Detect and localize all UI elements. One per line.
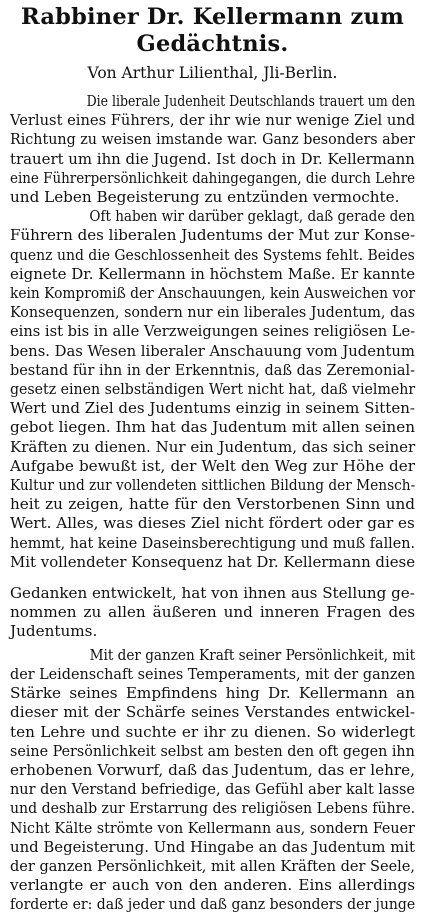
article-title [10, 4, 415, 58]
text-line: nur den Verstand befriedige, das Gefühl aber kalt lasse [10, 780, 415, 799]
text-line: erhobenen Vorwurf, daß das Judentum, das er lehre, [10, 760, 415, 779]
text-line: Kräften zu dienen. Nur ein Judentum, das sich seiner [10, 437, 416, 456]
text-line: Kultur und zur vollendeten sittlichen Bildung der Mensch- [10, 476, 416, 495]
text-line: der ganzen Persönlichkeit, mit allen Kräften der Seele, [10, 856, 416, 875]
text-line: gebot liegen. Ihm hat das Judentum mit allen seinen [10, 418, 415, 437]
text-line: bestand für ihn in der Erkenntnis, daß das Zeremonial- [10, 360, 416, 379]
text-line: verlangte er auch von den anderen. Eins allerdings [10, 876, 415, 895]
text-line: Richtung zu weisen imstande war. Ganz besonders aber [10, 130, 416, 149]
text-line: der Leidenschaft seines Temperaments, mit der ganzen [10, 664, 416, 683]
text-line: und Leben Begeisterung zu entzünden vermochte. [10, 188, 400, 207]
text-line: Führern des liberalen Judentums der Mut zur Konse- [10, 226, 416, 245]
text-line: Die liberale Judenheit Deutschlands trauert um den [86, 92, 416, 110]
text-line: Nicht Kälte strömte von Kellermann aus, sondern Feuer [10, 818, 415, 837]
text-line: quenz und die Geschlossenheit des Systems fehlt. Beides [10, 245, 415, 264]
text-line: trauert um ihn die Jugend. Ist doch in Dr. Kellermann [10, 149, 415, 168]
text-line: eignete Dr. Kellermann in höchstem Maße. Er kannte [10, 264, 416, 283]
text-line: nommen zu allen äußeren und inneren Fragen des [10, 603, 415, 622]
title-line: Rabbiner Dr. Kellermann zum [20, 4, 405, 30]
text-line: kein Kompromiß der Anschauungen, kein Ausweichen vor [10, 284, 416, 303]
text-line: Stärke seines Empfindens hing Dr. Kellermann an [10, 684, 415, 703]
text-line: hemmt, hat keine Daseinsberechtigung und muß fallen. [10, 533, 416, 552]
text-line: Oft haben wir darüber geklagt, daß gerade den [89, 207, 415, 226]
text-line: und deshalb zur Erstarrung des religiösen Lebens führe. [10, 799, 416, 818]
text-line: Wert. Alles, was dieses Ziel nicht fördert oder gar es [10, 514, 415, 533]
text-line: seine Persönlichkeit selbst am besten den oft gegen ihn [10, 741, 415, 760]
text-line: Mit der ganzen Kraft seiner Persönlichkeit, mit [89, 645, 416, 664]
text-line: Verlust eines Führers, der ihr wie nur wenige Ziel und [10, 111, 416, 130]
text-line: Wert und Ziel des Judentums einzig in seinem Sitten- [10, 399, 415, 418]
text-line: gesetz einen selbständigen Wert nicht hat, daß vielmehr [10, 380, 416, 399]
article-body [10, 92, 415, 915]
text-line: Mit vollendeter Konsequenz hat Dr. Kellermann diese [10, 552, 416, 571]
title-line: Gedächtnis. [136, 31, 289, 57]
text-line: heit zu zeigen, hatte für den Verstorbenen Sinn und [10, 495, 415, 514]
text-line: eine Führerpersönlichkeit dahingegangen, die durch Lehre [10, 168, 416, 187]
text-line: Konsequenzen, sondern nur ein liberales Judentum, das [10, 303, 415, 322]
text-line: Judentums. [10, 622, 98, 641]
text-line: Aufgabe bewußt ist, der Welt den Weg zur Höhe der [10, 456, 415, 475]
text-line: Gedanken entwickelt, hat von ihnen aus Stellung ge- [10, 584, 415, 603]
text-line: bens. Das Wesen liberaler Anschauung vom Judentum [10, 341, 415, 360]
text-line: eins ist bis in alle Verzweigungen seines religiösen Le- [10, 322, 416, 341]
text-line: forderte er: daß jeder und daß ganz besonders der junge [10, 895, 416, 914]
text-line: und Begeisterung. Und Hingabe an das Judentum mit [10, 837, 416, 856]
text-line: ten Lehre und suchte er ihr zu dienen. So widerlegt [10, 722, 415, 741]
text-line: dieser mit der Schärfe seines Verstandes entwickel- [10, 703, 415, 722]
article-byline: Von Arthur Lilienthal, Jli-Berlin. [87, 64, 338, 82]
